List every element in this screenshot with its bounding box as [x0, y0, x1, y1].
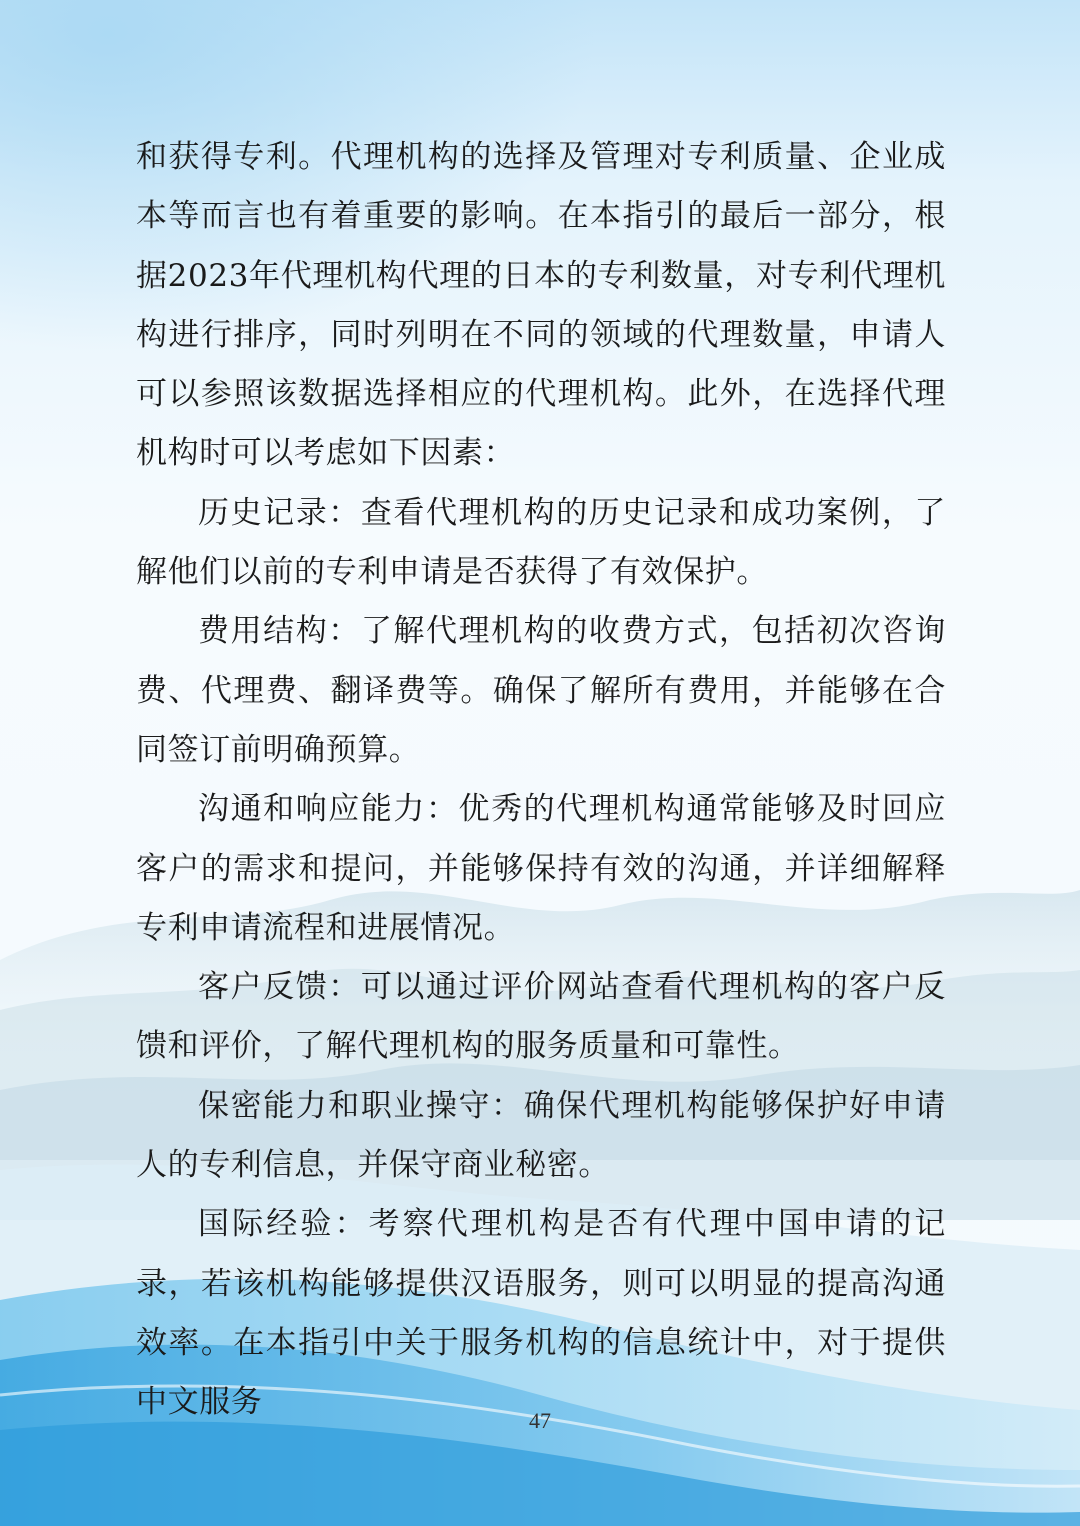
paragraph-confidentiality: 保密能力和职业操守：确保代理机构能够保护好申请人的专利信息，并保守商业秘密。	[136, 1087, 946, 1184]
paragraph-client-feedback: 客户反馈：可以通过评价网站查看代理机构的客户反馈和评价，了解代理机构的服务质量和可靠性。	[136, 969, 946, 1065]
paragraph-international-experience: 国际经验：考察代理机构是否有代理中国申请的记录，若该机构能够提供汉语服务，则可以明显的提高沟通效率。在本指引中关于服务机构的信息统计中，对于提供中文服务	[136, 1206, 946, 1421]
paragraph-communication: 沟通和响应能力：优秀的代理机构通常能够及时回应客户的需求和提问，并能够保持有效的沟通，并详细解释专利申请流程和进展情况。	[136, 791, 946, 946]
body-text	[136, 128, 946, 1433]
paragraph-history-record: 历史记录：查看代理机构的历史记录和成功案例，了解他们以前的专利申请是否获得了有效保护。	[136, 494, 946, 591]
paragraph-fee-structure: 费用结构：了解代理机构的收费方式，包括初次咨询费、代理费、翻译费等。确保了解所有费用，并能够在合同签订前明确预算。	[136, 613, 946, 768]
paragraph-intro: 和获得专利。代理机构的选择及管理对专利质量、企业成本等而言也有着重要的影响。在本指引的最后一部分，根据2023年代理机构代理的日本的专利数量，对专利代理机构进行排序，同时列明在不同的领域的代理数量，申请人可以参照该数据选择相应的代理机构。此外，在选择代理机构时可以考虑如下因素：	[136, 139, 946, 472]
page-number: 47	[529, 1408, 551, 1433]
